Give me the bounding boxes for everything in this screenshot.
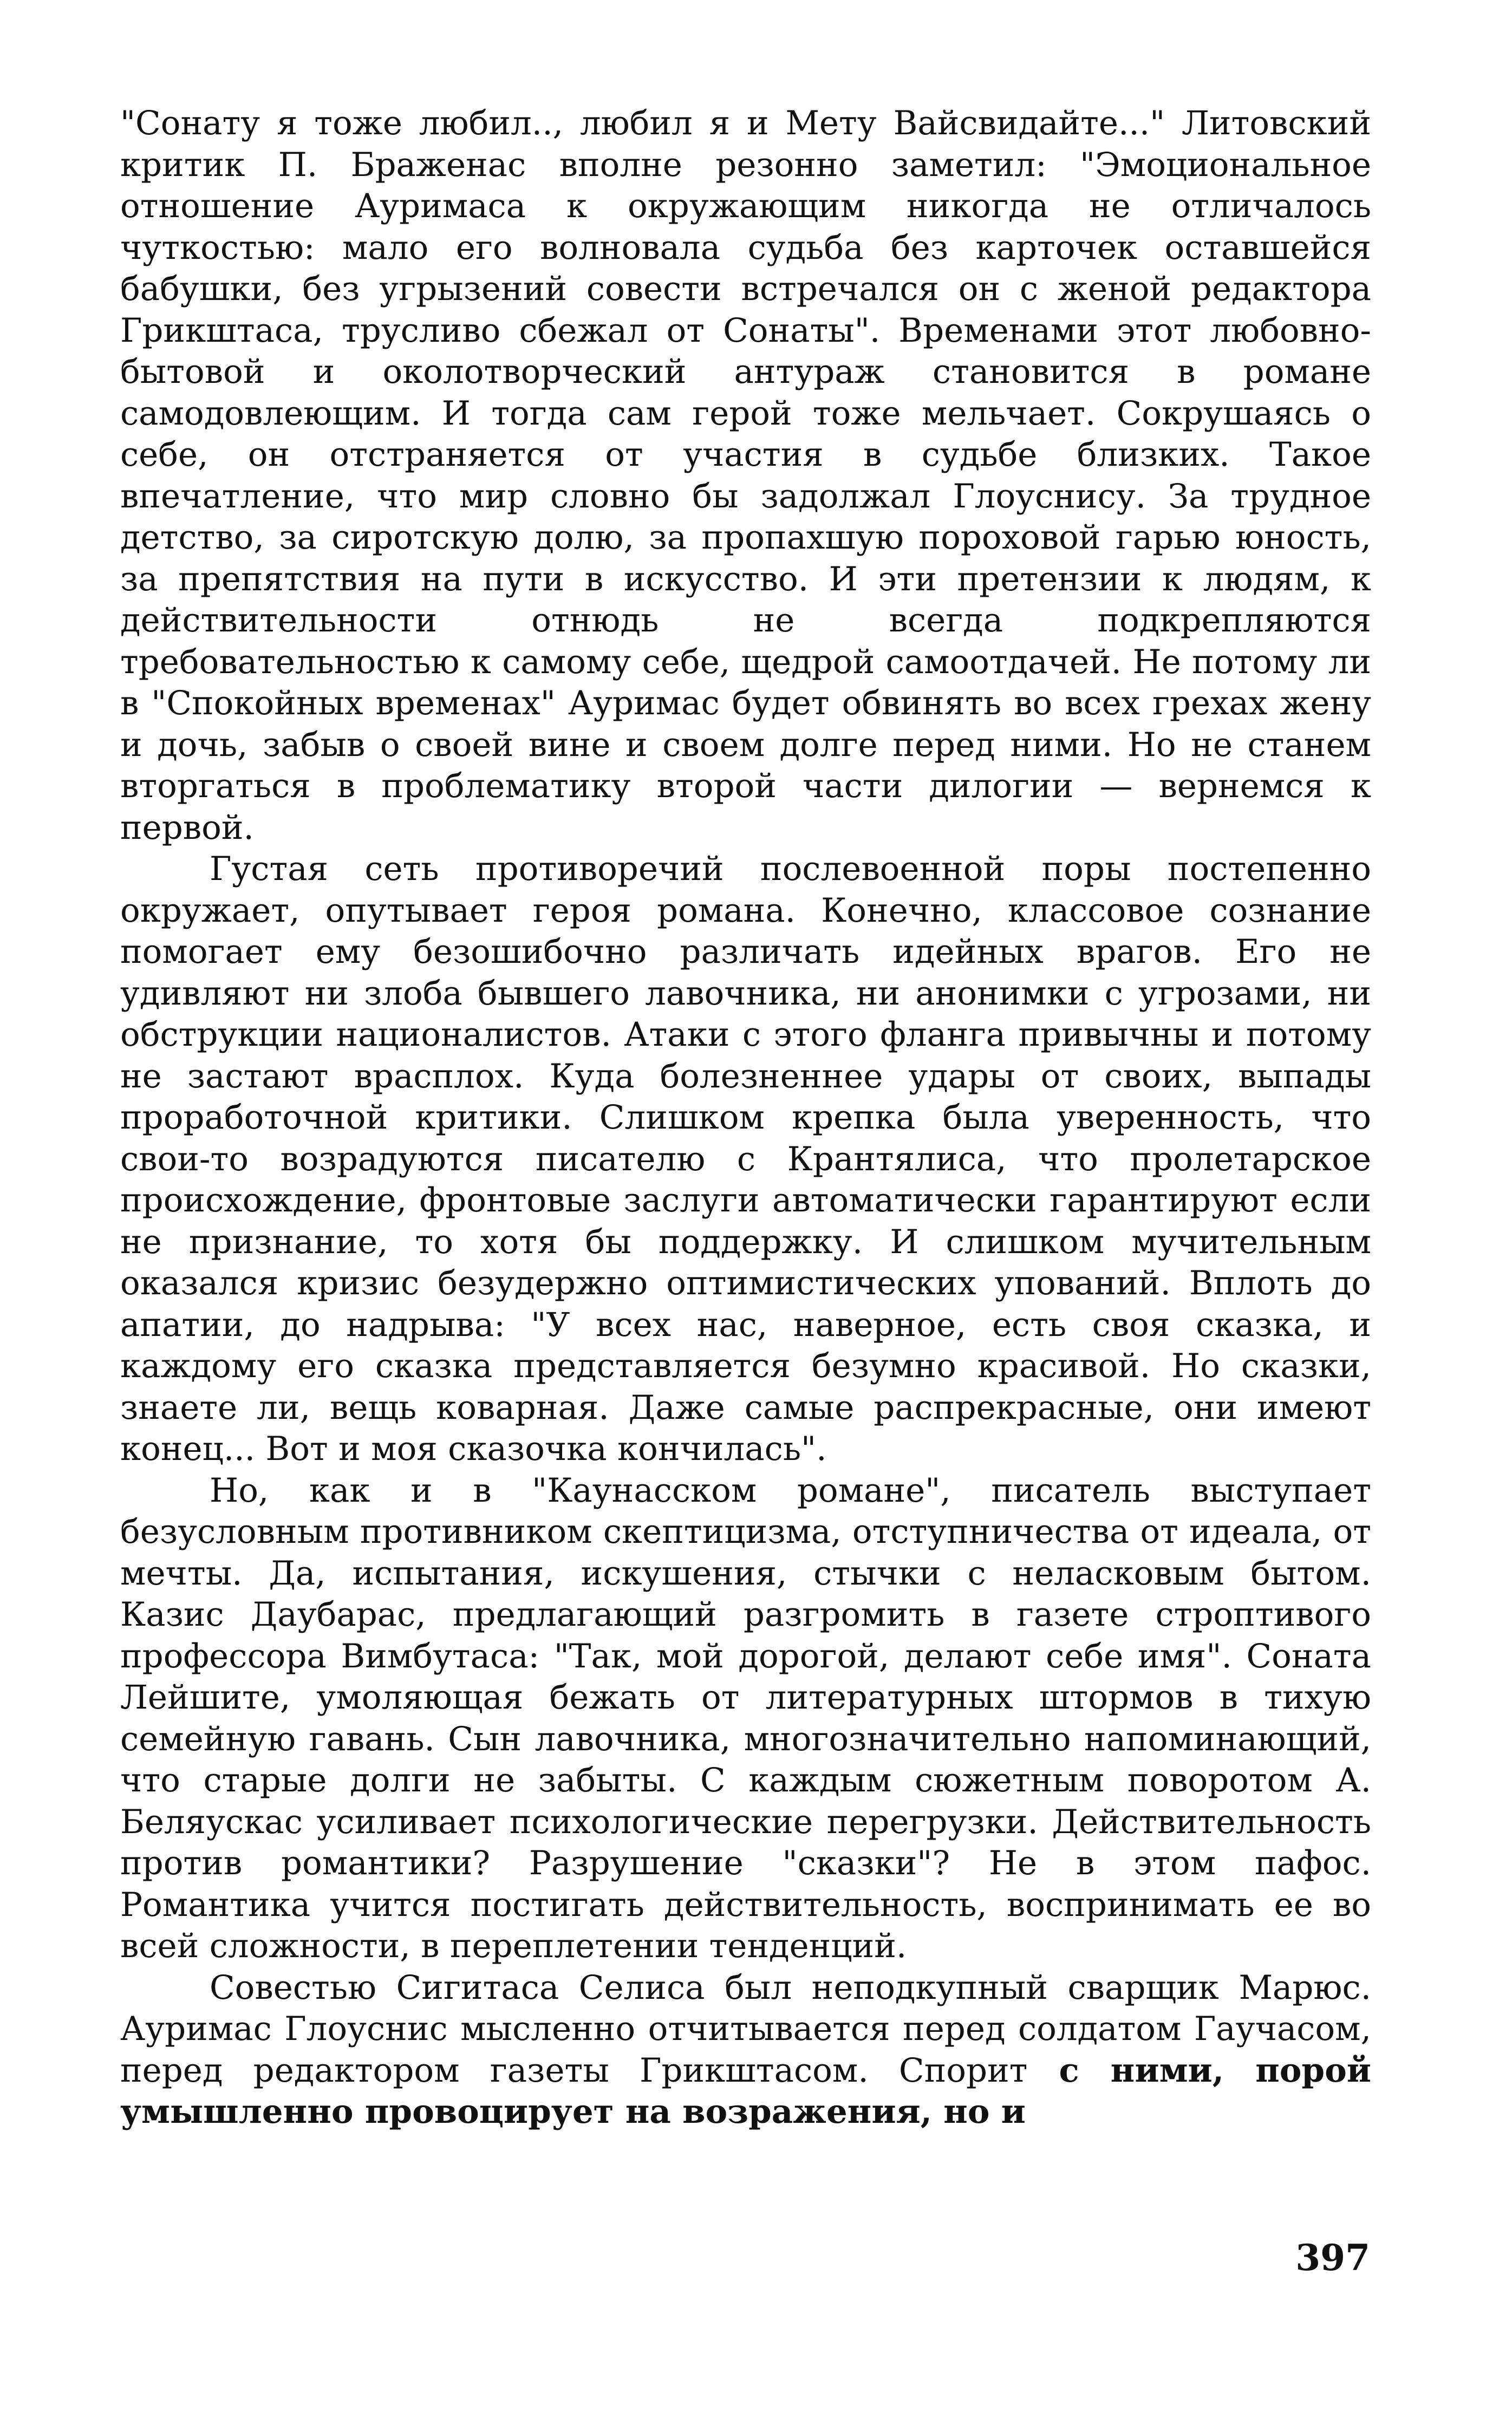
paragraph-3: Но, как и в "Каунасском романе", писатель выступает безусловным противником скептицизма, отступничества от идеала, от мечты. Да, испытания, искушения, стычки с неласковым бытом. Казис Даубарас, предлагающий разгромить в газете строптивого профессора Вимбутаса: "Так, мой дорогой, делают себе имя". Соната Лейшите, умоляющая бежать от литературных штормов в тихую семейную гавань. Сын лавочника, многозначительно напоминающий, что старые долги не забыты. С каждым сюжетным поворотом А. Беляускас усиливает психологические перегрузки. Действительность против романтики? Разрушение "сказки"? Не в этом пафос. Романтика учится постигать действительность, воспринимать ее во всей сложности, в переплетении тенденций. (120, 1471, 1371, 1965)
paragraph-4 (120, 1967, 1371, 2133)
paragraph-4-bold-tail: с ними, порой умышленно провоцирует на возражения, но и (120, 2051, 1371, 2131)
paragraph-1: "Сонату я тоже любил.., любил я и Мету Вайсвидайте..." Литовский критик П. Браженас вполне резонно заметил: "Эмоциональное отношение Ауримаса к окружающим никогда не отличалось чуткостью: мало его волновала судьба без карточек оставшейся бабушки, без угрызений совести встречался он с женой редактора Грикштаса, трусливо сбежал от Сонаты". Временами этот любовно-бытовой и околотворческий антураж становится в романе самодовлеющим. И тогда сам герой тоже мельчает. Сокрушаясь о себе, он отстраняется от участия в судьбе близких. Такое впечатление, что мир словно бы задолжал Глоуснису. За трудное детство, за сиротскую долю, за пропахшую пороховой гарью юность, за препятствия на пути в искусство. И эти претензии к людям, к действительности отнюдь не всегда подкрепляются требовательностью к самому себе, щедрой самоотдачей. Не потому ли в "Спокойных временах" Ауримас будет обвинять во всех грехах жену и дочь, забыв о своей вине и своем долге перед ними. Но не станем вторгаться в проблематику второй части дилогии — вернемся к первой. (120, 104, 1371, 847)
page-number: 397 (1295, 2237, 1370, 2279)
body-text (120, 103, 1371, 2133)
paragraph-2: Густая сеть противоречий послевоенной поры постепенно окружает, опутывает героя романа. Конечно, классовое сознание помогает ему безошибочно различать идейных врагов. Его не удивляют ни злоба бывшего лавочника, ни анонимки с угрозами, ни обструкции националистов. Атаки с этого фланга привычны и потому не застают врасплох. Куда болезненнее удары от своих, выпады проработочной критики. Слишком крепка была уверенность, что свои-то возрадуются писателю с Крантялиса, что пролетарское происхождение, фронтовые заслуги автоматически гарантируют если не признание, то хотя бы поддержку. И слишком мучительным оказался кризис безудержно оптимистических упований. Вплоть до апатии, до надрыва: "У всех нас, наверное, есть своя сказка, и каждому его сказка представляется безумно красивой. Но сказки, знаете ли, вещь коварная. Даже самые распрекрасные, они имеют конец... Вот и моя сказочка кончилась". (120, 850, 1371, 1468)
paragraph-4-text: Совестью Сигитаса Селиса был неподкупный сварщик Марюс. Ауримас Глоуснис мысленно отчитывается перед солдатом Гаучасом, перед редактором газеты Грикштасом. Спорит (120, 1968, 1371, 2090)
